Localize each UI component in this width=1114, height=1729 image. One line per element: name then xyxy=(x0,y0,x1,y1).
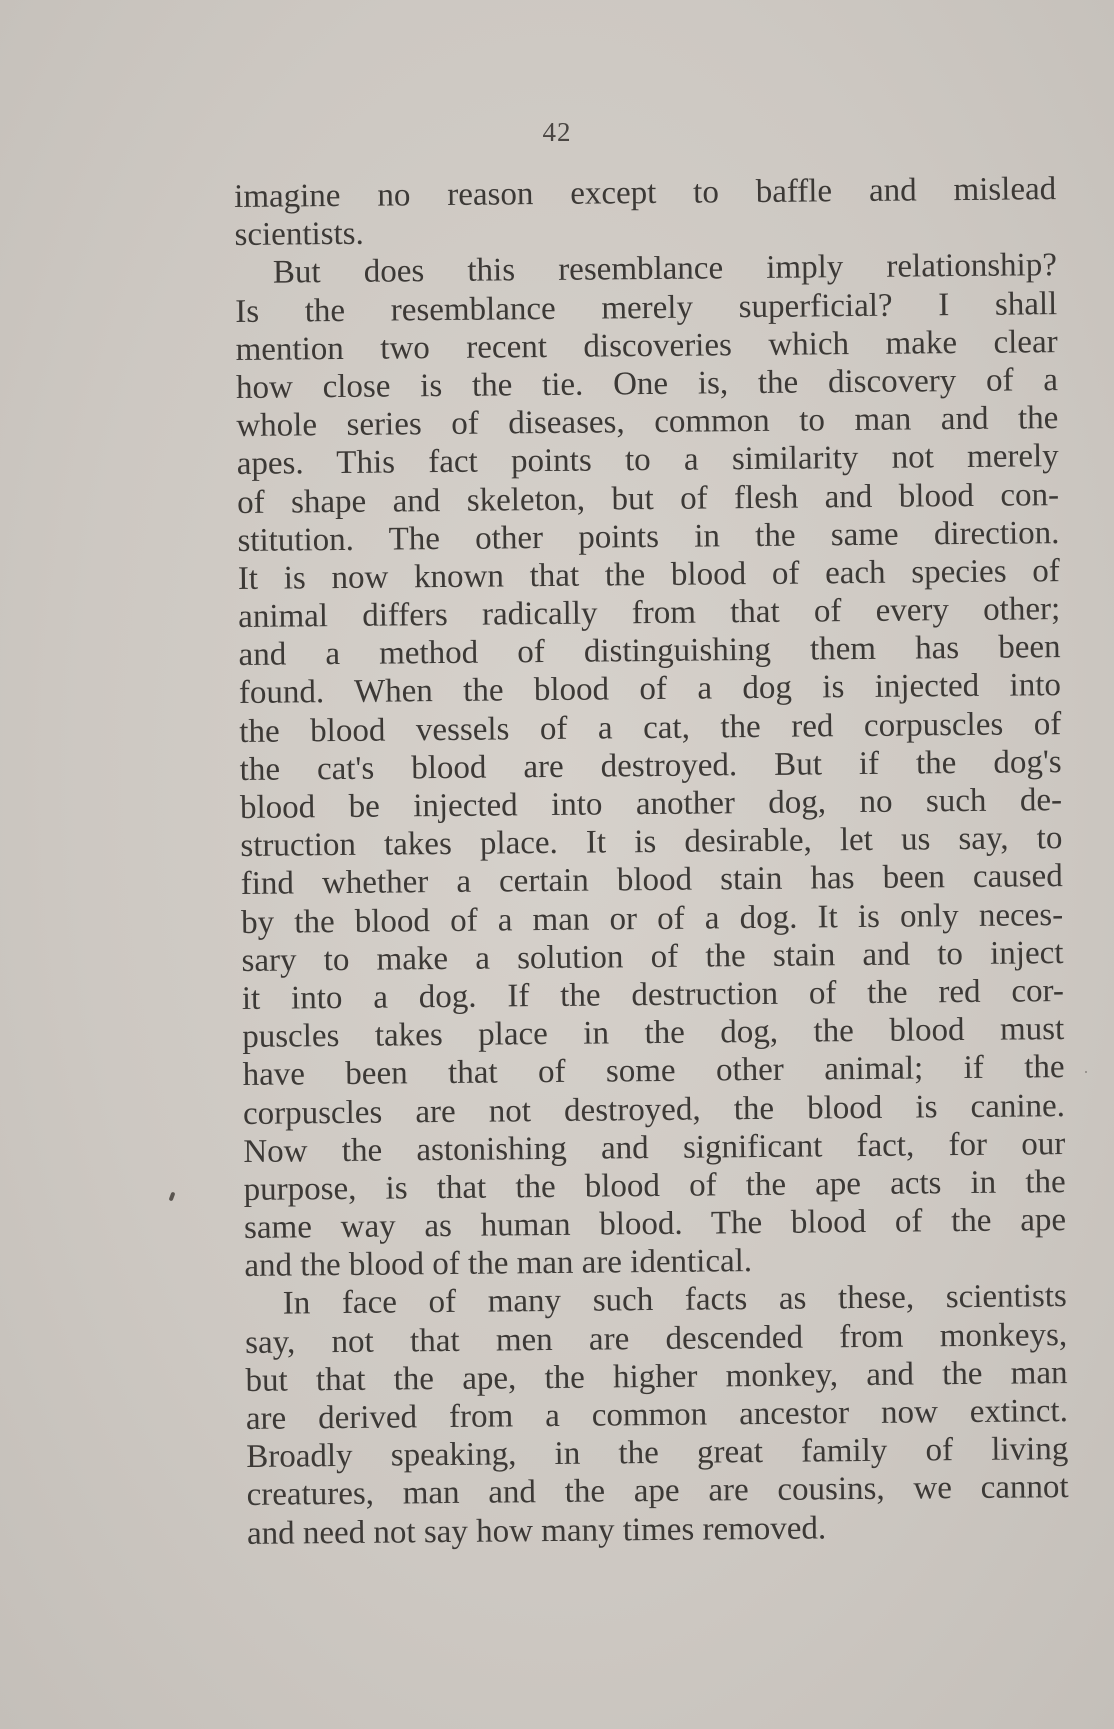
text-line: puscles takes place in the dog, the blood must xyxy=(242,1011,1065,1056)
text-line: imagine no reason except to baffle and mislead xyxy=(234,171,1057,215)
text-line: whole series of diseases, common to man and the xyxy=(236,400,1059,445)
text-line: scientists. xyxy=(234,215,364,254)
text-line: mention two recent discoveries which make clear xyxy=(235,323,1058,368)
text-line: Is the resemblance merely superficial? I shall xyxy=(235,285,1058,330)
text-line: sary to make a solution of the stain and to inject xyxy=(241,934,1064,979)
text-line: But does this resemblance imply relationship? xyxy=(272,247,1058,292)
text-line: same way as human blood. The blood of the ape xyxy=(243,1202,1067,1247)
text-line: animal differs radically from that of every other; xyxy=(238,591,1061,636)
text-line: are derived from a common ancestor now extinct. xyxy=(245,1393,1069,1437)
text-line: Broadly speaking, in the great family of living xyxy=(246,1431,1069,1476)
text-line: purpose, is that the blood of the ape acts in the xyxy=(243,1163,1066,1208)
text-line: by the blood of a man or of a dog. It is only neces- xyxy=(240,896,1064,941)
text-line: have been that of some other animal; if the xyxy=(242,1049,1065,1094)
text-line: it into a dog. If the destruction of the red cor- xyxy=(241,973,1065,1017)
text-line: find whether a certain blood stain has been caused xyxy=(240,858,1063,903)
text-line: found. When the blood of a dog is injected into xyxy=(238,667,1062,712)
text-line: blood be injected into another dog, no such de- xyxy=(239,782,1063,826)
text-line: and need not say how many times removed. xyxy=(246,1509,827,1552)
page-number: 42 xyxy=(542,117,572,147)
text-line: In face of many such facts as these, scientists xyxy=(282,1278,1067,1323)
text-line: stitution. The other points in the same direction. xyxy=(237,514,1060,559)
text-line: Now the astonishing and significant fact, for our xyxy=(243,1125,1066,1170)
text-line: but that the ape, the higher monkey, and the man xyxy=(245,1354,1068,1399)
ink-speck xyxy=(1085,1071,1087,1073)
text-line: corpuscles are not destroyed, the blood is canine. xyxy=(242,1087,1066,1132)
text-line: and the blood of the man are identical. xyxy=(244,1243,753,1285)
ink-speck xyxy=(169,1192,176,1202)
text-line: creatures, man and the ape are cousins, we cannot xyxy=(246,1469,1069,1514)
text-line: apes. This fact points to a similarity not merely xyxy=(236,438,1059,483)
text-line: and a method of distinguishing them has been xyxy=(238,629,1061,674)
text-line: It is now known that the blood of each species of xyxy=(237,552,1060,597)
text-line: the blood vessels of a cat, the red corpuscles of xyxy=(239,705,1062,750)
text-line: say, not that men are descended from monkeys, xyxy=(245,1316,1068,1361)
text-line: the cat's blood are destroyed. But if the dog's xyxy=(239,743,1062,788)
text-line: struction takes place. It is desirable, let us say, to xyxy=(240,820,1063,865)
text-line: of shape and skeleton, but of flesh and blood con- xyxy=(236,476,1060,521)
text-line: how close is the tie. One is, the discovery of a xyxy=(235,362,1059,406)
body-text xyxy=(234,170,1069,1553)
